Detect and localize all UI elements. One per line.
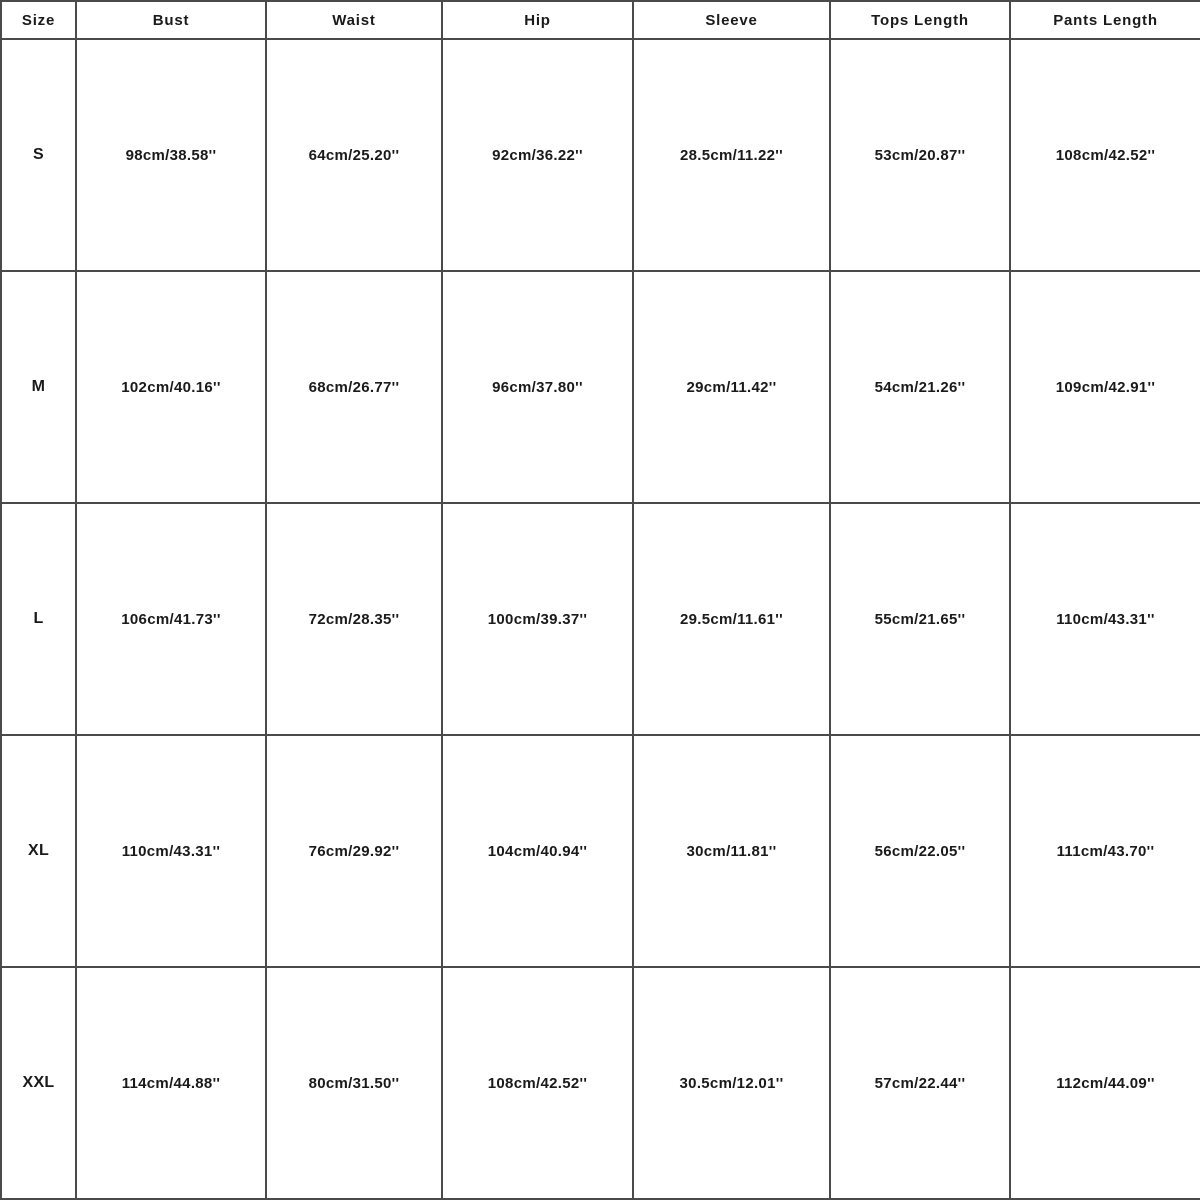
- table-row: [1, 735, 1200, 967]
- pants-length-value: 109cm/42.91'': [1010, 271, 1200, 503]
- table-row: [1, 967, 1200, 1199]
- tops-length-value: 57cm/22.44'': [830, 967, 1010, 1199]
- size-label: S: [1, 39, 76, 271]
- table-row: [1, 39, 1200, 271]
- pants-length-value: 112cm/44.09'': [1010, 967, 1200, 1199]
- sleeve-value: 29cm/11.42'': [633, 271, 830, 503]
- size-label: XXL: [1, 967, 76, 1199]
- bust-value: 98cm/38.58'': [76, 39, 266, 271]
- bust-value: 110cm/43.31'': [76, 735, 266, 967]
- size-label: M: [1, 271, 76, 503]
- tops-length-value: 56cm/22.05'': [830, 735, 1010, 967]
- sleeve-value: 29.5cm/11.61'': [633, 503, 830, 735]
- header-sleeve: Sleeve: [633, 1, 830, 39]
- header-bust: Bust: [76, 1, 266, 39]
- hip-value: 100cm/39.37'': [442, 503, 633, 735]
- sleeve-value: 30cm/11.81'': [633, 735, 830, 967]
- size-label: XL: [1, 735, 76, 967]
- hip-value: 104cm/40.94'': [442, 735, 633, 967]
- hip-value: 96cm/37.80'': [442, 271, 633, 503]
- bust-value: 102cm/40.16'': [76, 271, 266, 503]
- waist-value: 76cm/29.92'': [266, 735, 442, 967]
- waist-value: 80cm/31.50'': [266, 967, 442, 1199]
- header-hip: Hip: [442, 1, 633, 39]
- bust-value: 106cm/41.73'': [76, 503, 266, 735]
- waist-value: 72cm/28.35'': [266, 503, 442, 735]
- waist-value: 64cm/25.20'': [266, 39, 442, 271]
- sleeve-value: 30.5cm/12.01'': [633, 967, 830, 1199]
- pants-length-value: 110cm/43.31'': [1010, 503, 1200, 735]
- waist-value: 68cm/26.77'': [266, 271, 442, 503]
- pants-length-value: 111cm/43.70'': [1010, 735, 1200, 967]
- size-label: L: [1, 503, 76, 735]
- header-tops-length: Tops Length: [830, 1, 1010, 39]
- tops-length-value: 54cm/21.26'': [830, 271, 1010, 503]
- tops-length-value: 55cm/21.65'': [830, 503, 1010, 735]
- tops-length-value: 53cm/20.87'': [830, 39, 1010, 271]
- sleeve-value: 28.5cm/11.22'': [633, 39, 830, 271]
- table-row: [1, 271, 1200, 503]
- header-size: Size: [1, 1, 76, 39]
- hip-value: 108cm/42.52'': [442, 967, 633, 1199]
- bust-value: 114cm/44.88'': [76, 967, 266, 1199]
- header-waist: Waist: [266, 1, 442, 39]
- hip-value: 92cm/36.22'': [442, 39, 633, 271]
- header-pants-length: Pants Length: [1010, 1, 1200, 39]
- pants-length-value: 108cm/42.52'': [1010, 39, 1200, 271]
- header-row: [1, 1, 1200, 39]
- table-row: [1, 503, 1200, 735]
